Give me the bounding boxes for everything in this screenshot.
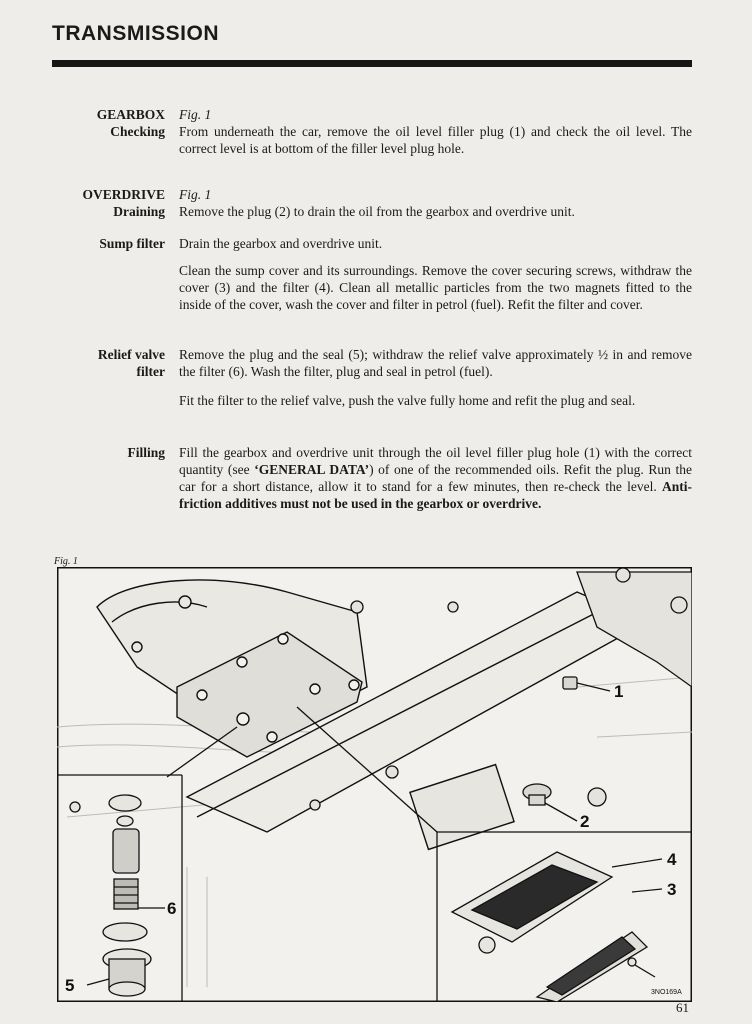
callout-4: 4 bbox=[667, 850, 677, 869]
callout-1: 1 bbox=[614, 682, 624, 701]
instruction-text: Remove the plug and the seal (5); withdraw the relief valve approximately ½ in and remove the filter (6). Wash the filter, plug and seal in petrol (fuel). bbox=[179, 347, 692, 379]
section-body bbox=[179, 346, 692, 409]
instruction-text: Remove the plug (2) to drain the oil from the gearbox and overdrive unit. bbox=[179, 204, 575, 219]
instruction-text: Clean the sump cover and its surroundings. Remove the cover securing screws, withdraw the cover (3) and the filter (4). Clean all metallic particles from the two magnets fitted to the inside of the cover, wash the cover and filter in petrol (fuel). Refit the filter and cover. bbox=[179, 263, 692, 312]
callout-3: 3 bbox=[667, 880, 677, 899]
general-data-reference: ‘GENERAL DATA’ bbox=[254, 462, 370, 477]
instruction-text: Drain the gearbox and overdrive unit. bbox=[179, 236, 383, 251]
section-label: OVERDRIVE Draining bbox=[82, 187, 165, 219]
transmission-underside-drawing bbox=[57, 567, 692, 1002]
figure-reference: Fig. 1 bbox=[179, 107, 212, 122]
callout-6: 6 bbox=[167, 899, 177, 918]
section-body: Fill the gearbox and overdrive unit through the oil level filler plug hole (1) with the correct quantity (see ‘GENERAL DATA’) of one of the recommended oils. Refit the plug. Run the car for a short distance, allow it to stand for a few minutes, then re-check the level. Anti-friction additives must not be used in the gearbox or overdrive. bbox=[179, 445, 692, 511]
section-label: Sump filter bbox=[99, 236, 165, 251]
instruction-text: From underneath the car, remove the oil level filler plug (1) and check the oil level. The correct level is at bottom of the filler level plug hole. bbox=[179, 124, 692, 156]
instruction-text: Fit the filter to the relief valve, push the valve fully home and refit the plug and seal. bbox=[179, 393, 636, 408]
title-rule bbox=[52, 60, 692, 67]
page-title: TRANSMISSION bbox=[52, 22, 220, 45]
figure-reference: Fig. 1 bbox=[179, 187, 212, 202]
section-label: GEARBOX Checking bbox=[96, 107, 165, 139]
callout-2: 2 bbox=[580, 812, 590, 831]
section-label: Filling bbox=[127, 445, 165, 460]
callout-5: 5 bbox=[65, 976, 75, 995]
section-body bbox=[179, 186, 692, 220]
figure-ref-code: 3NO169A bbox=[651, 989, 682, 996]
warning-text: Anti-friction additives must not be used in the gearbox or overdrive. bbox=[179, 479, 692, 511]
figure-1-illustration bbox=[57, 567, 692, 1002]
section-body bbox=[179, 106, 692, 157]
figure-caption: Fig. 1 bbox=[54, 556, 78, 567]
section-body bbox=[179, 235, 692, 313]
section-label: Relief valve filter bbox=[97, 347, 165, 379]
page-number: 61 bbox=[676, 1000, 689, 1015]
